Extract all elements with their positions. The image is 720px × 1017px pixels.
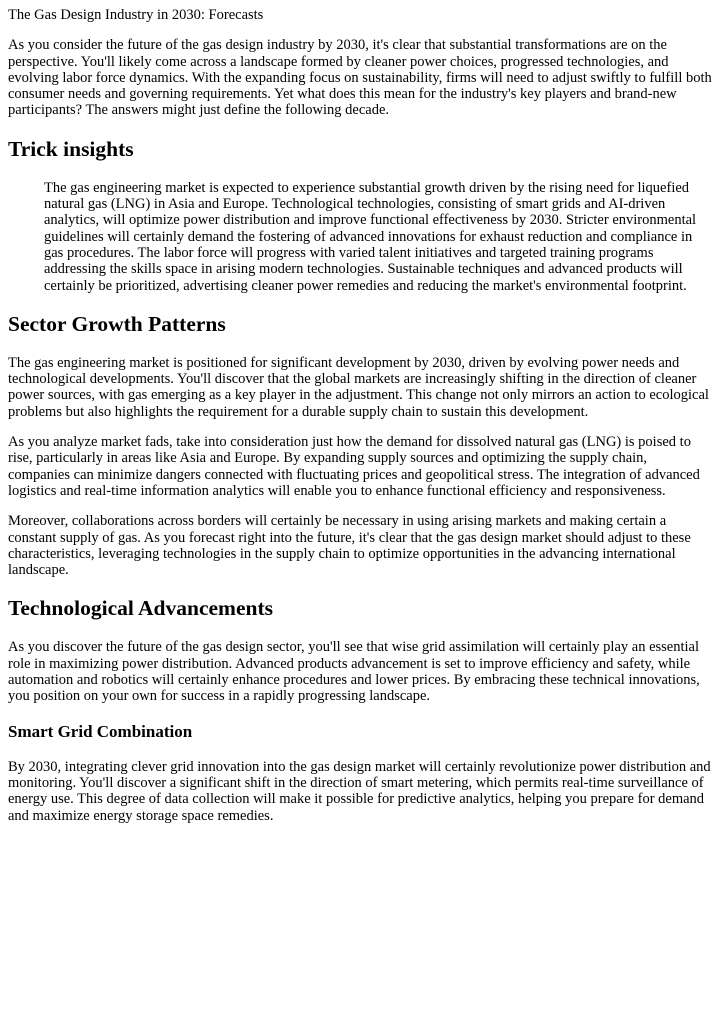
- intro-paragraph: As you consider the future of the gas design industry by 2030, it's clear that substantial transformations are on the perspective. You'll likely come across a landscape formed by cleaner power choices, progressed technologies, and evolving labor force dynamics. With the expanding focus on sustainability, firms will need to adjust swiftly to fulfill both consumer needs and governing requirements. Yet what does this mean for the industry's key players and brand-new participants? The answers might just define the following decade.: [8, 37, 712, 119]
- growth-paragraph-1: The gas engineering market is positioned for significant development by 2030, driven by evolving power needs and technological developments. You'll discover that the global markets are increasingly shifting in the direction of cleaner power sources, with gas emerging as a key player in the adjustment. This change not only mirrors an action to ecological problems but also highlights the requirement for a durable supply chain to sustain this development.: [8, 354, 709, 420]
- key-insights-quote: The gas engineering market is expected to experience substantial growth driven by the rising need for liquefied natural gas (LNG) in Asia and Europe. Technological technologies, consisting of smart grids and AI-driven analytics, will optimize power distribution and improve functional effectiveness by 2030. Stricter environmental guidelines will certainly demand the fostering of advanced innovations for exhaust reduction and compliance in gas procedures. The labor force will progress with varied talent initiatives and targeted training programs addressing the skills space in arising modern technologies. Sustainable techniques and advanced products will certainly be prioritized, advertising cleaner power remedies and reducing the market's environmental footprint.: [44, 179, 697, 294]
- subsection-heading-smart-grid: Smart Grid Combination: [8, 721, 193, 741]
- growth-paragraph-3: Moreover, collaborations across borders will certainly be necessary in using arising markets and making certain a constant supply of gas. As you forecast right into the future, it's clear that the gas design market should adjust to these characteristics, leveraging technologies in the supply chain to optimize opportunities in the advancing international landscape.: [8, 513, 691, 579]
- section-heading-growth-patterns: Sector Growth Patterns: [8, 311, 226, 336]
- tech-paragraph-1: As you discover the future of the gas design sector, you'll see that wise grid assimilation will certainly play an essential role in maximizing power distribution. Advanced products advancement is set to improve efficiency and safety, while automation and robotics will certainly enhance procedures and lower prices. By embracing these technical innovations, you position on your own for success in a rapidly progressing landscape.: [8, 639, 700, 705]
- document-title: The Gas Design Industry in 2030: Forecasts: [8, 7, 264, 23]
- section-heading-tech-advancements: Technological Advancements: [8, 596, 273, 621]
- growth-paragraph-2: As you analyze market fads, take into consideration just how the demand for dissolved natural gas (LNG) is poised to rise, particularly in areas like Asia and Europe. By expanding supply sources and optimizing the supply chain, companies can minimize dangers connected with fluctuating prices and geopolitical stress. The integration of advanced logistics and real-time information analytics will enable you to enhance functional efficiency and responsiveness.: [8, 434, 700, 499]
- smart-grid-paragraph-1: By 2030, integrating clever grid innovation into the gas design market will certainly revolutionize power distribution and monitoring. You'll discover a significant shift in the direction of smart metering, which permits real-time surveillance of energy use. This degree of data collection will make it possible for predictive analytics, helping you prepare for demand and maximize energy storage space remedies.: [8, 758, 711, 824]
- section-heading-key-insights: Trick insights: [8, 136, 134, 161]
